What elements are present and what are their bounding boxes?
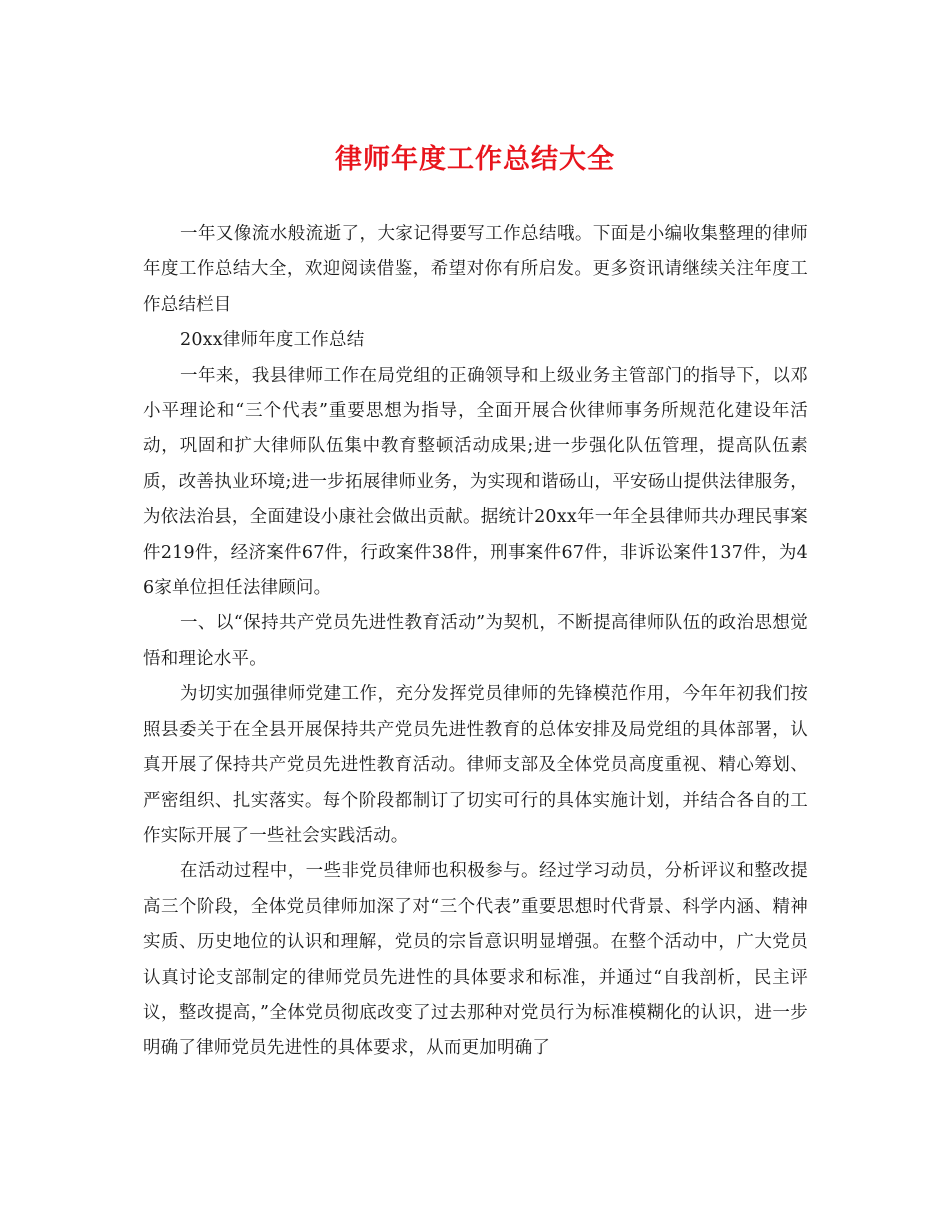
section-heading: 20xx律师年度工作总结 (180, 330, 365, 351)
party-building-paragraph: 为切实加强律师党建工作，充分发挥党员律师的先锋模范作用，今年年初我们按照县委关于在全县开展保持共产党员先进性教育的总体安排及局党组的具体部署，认真开展了保持共产党员先进性教育活动。律师支部及全体党员高度重视、精心筹划、严密组织、扎实落实。每个阶段都制订了切实可行的具体实施计划，并结合各自的工作实际开展了一些社会实践活动。 (143, 684, 808, 846)
intro-paragraph: 一年又像流水般流逝了，大家记得要写工作总结哦。下面是小编收集整理的律师年度工作总结大全，欢迎阅读借鉴，希望对你有所启发。更多资讯请继续关注年度工作总结栏目 (143, 224, 808, 315)
summary-paragraph: 一年来，我县律师工作在局党组的正确领导和上级业务主管部门的指导下，以邓小平理论和“三个代表”重要思想为指导，全面开展合伙律师事务所规范化建设年活动，巩固和扩大律师队伍集中教育整顿活动成果;进一步强化队伍管理，提高队伍素质，改善执业环境;进一步拓展律师业务，为实现和谐砀山，平安砀山提供法律服务，为依法治县，全面建设小康社会做出贡献。据统计20xx年一年全县律师共办理民事案件219件，经济案件67件，行政案件38件，刑事案件67件，非诉讼案件137件，为46家单位担任法律顾问。 (143, 365, 808, 599)
document-body (143, 217, 808, 1067)
point-one-heading: 一、以“保持共产党员先进性教育活动”为契机，不断提高律师队伍的政治思想觉悟和理论水平。 (143, 613, 808, 669)
document-title: 律师年度工作总结大全 (335, 144, 615, 175)
activity-process-paragraph: 在活动过程中，一些非党员律师也积极参与。经过学习动员，分析评议和整改提高三个阶段，全体党员律师加深了对“三个代表”重要思想时代背景、科学内涵、精神实质、历史地位的认识和理解，党员的宗旨意识明显增强。在整个活动中，广大党员认真讨论支部制定的律师党员先进性的具体要求和标准，并通过“自我剖析，民主评议，整改提高，”全体党员彻底改变了过去那种对党员行为标准模糊化的认识，进一步明确了律师党员先进性的具体要求，从而更加明确了 (143, 861, 808, 1059)
